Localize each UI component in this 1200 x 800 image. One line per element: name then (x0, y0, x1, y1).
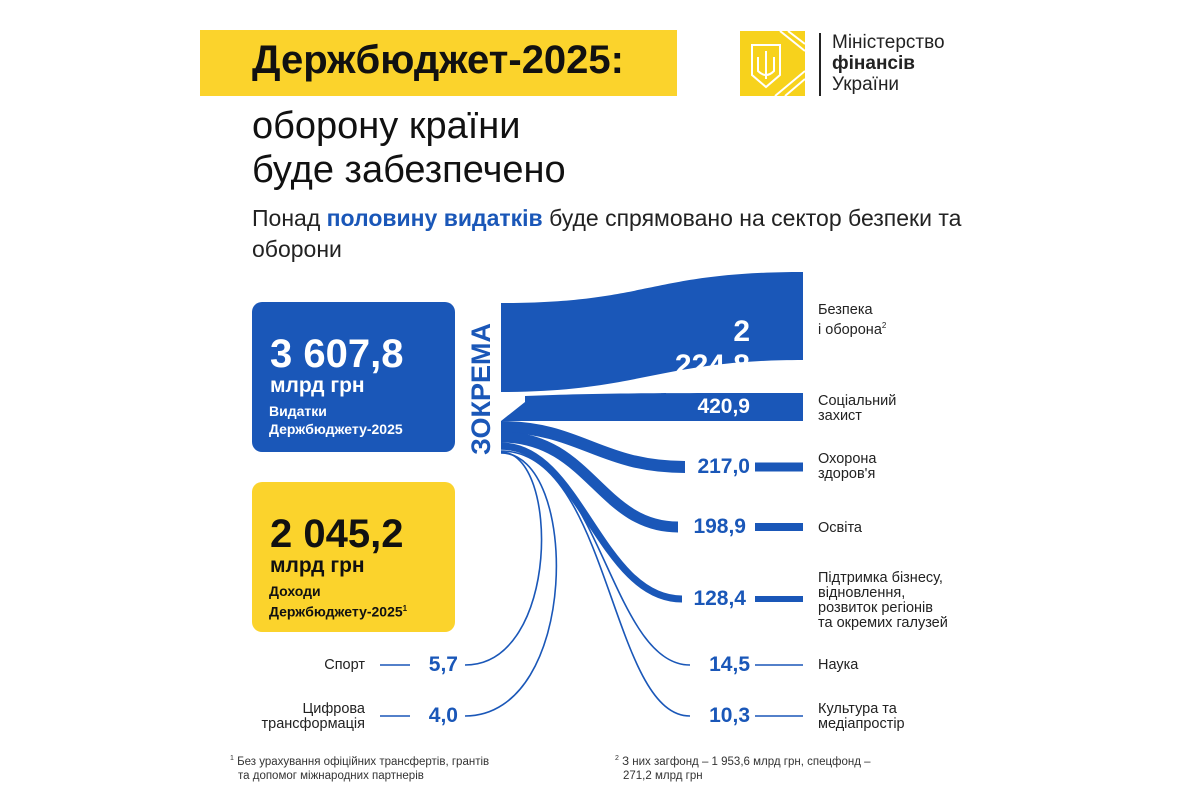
flow-label (818, 303, 886, 338)
flow-sport (465, 452, 542, 665)
title-line-3: буде забезпечено (252, 149, 566, 191)
footnote-line: 271,2 млрд грн (623, 769, 703, 782)
label-line: та окремих галузей (818, 615, 948, 631)
caption-line: Держбюджету-2025 (269, 421, 403, 437)
flow-value: 4,0 (428, 704, 458, 727)
logo-line-3: України (832, 74, 900, 95)
label-line: Культура та (818, 701, 897, 717)
title-line-2: оборону країни (252, 105, 521, 147)
footnote-mark: 1 (230, 755, 234, 762)
caption-line: Доходи (269, 583, 321, 599)
flow-health (501, 427, 685, 467)
label-line: Безпека (818, 302, 873, 318)
connector-label: ЗОКРЕМА (466, 322, 496, 455)
flow-label (260, 658, 365, 673)
expenses-unit: млрд грн (270, 374, 365, 397)
footnote-2 (615, 752, 871, 783)
flow-value: 420,9 (697, 395, 750, 418)
flow-label (818, 521, 862, 536)
label-line: Охорона (818, 451, 877, 467)
flow-value: 10,3 (709, 704, 750, 727)
title: Держбюджет-2025: (252, 38, 624, 82)
footnote-ref: 2 (881, 321, 887, 330)
label-line: Освіта (818, 520, 862, 536)
label-line: і оборона (818, 321, 882, 338)
logo-line-1: Міністерство (832, 32, 945, 53)
label-line: захист (818, 408, 862, 424)
flow-label (240, 702, 365, 732)
footnote-1 (230, 752, 489, 783)
footnote-ref: 1 (402, 604, 408, 613)
flow-value: 5,7 (428, 653, 458, 676)
subtitle-bold: половину видатків (326, 205, 543, 231)
label-line: медіапростір (818, 716, 905, 732)
label-line: Цифрова (302, 701, 365, 717)
flow-label (818, 452, 876, 482)
footnote-mark: 2 (615, 755, 619, 762)
label-line: розвиток регіонів (818, 600, 933, 616)
label-line: відновлення, (818, 585, 906, 601)
expenses-value: 3 607,8 (270, 332, 404, 376)
caption-line: Держбюджету-2025 (269, 603, 403, 620)
income-value: 2 045,2 (270, 512, 404, 556)
footnote-line: Без урахування офіційних трансфертів, грантів (237, 755, 490, 768)
flow-value: 14,5 (709, 653, 750, 676)
flow-digital (465, 453, 556, 716)
income-unit: млрд грн (270, 554, 365, 577)
footnote-line: З них загфонд – 1 953,6 млрд грн, спецфонд – (622, 755, 871, 768)
subtitle-post: буде спрямовано на сектор безпеки та оборони (252, 205, 962, 262)
flow-label (818, 658, 858, 673)
flow-label (818, 394, 896, 424)
label-line: трансформація (261, 716, 365, 732)
logo-line-2: фінансів (832, 53, 915, 74)
flow-value: 128,4 (693, 587, 746, 610)
label-line: здоров'я (818, 466, 876, 482)
footnote-line: та допомог міжнародних партнерів (238, 769, 424, 782)
label-line: Підтримка бізнесу, (818, 570, 943, 586)
flow-label (818, 702, 905, 732)
flow-label (818, 571, 948, 631)
label-line: Соціальний (818, 393, 897, 409)
flow-value: 217,0 (697, 455, 750, 478)
flow-value: 198,9 (693, 515, 746, 538)
label-line: Наука (818, 657, 859, 673)
subtitle-pre: Понад (252, 205, 327, 231)
label-line: Спорт (324, 657, 365, 673)
flow-social (501, 393, 803, 421)
flow-value: 2 224,8 (674, 315, 750, 382)
flow-defense (501, 272, 803, 392)
caption-line: Видатки (269, 403, 327, 419)
